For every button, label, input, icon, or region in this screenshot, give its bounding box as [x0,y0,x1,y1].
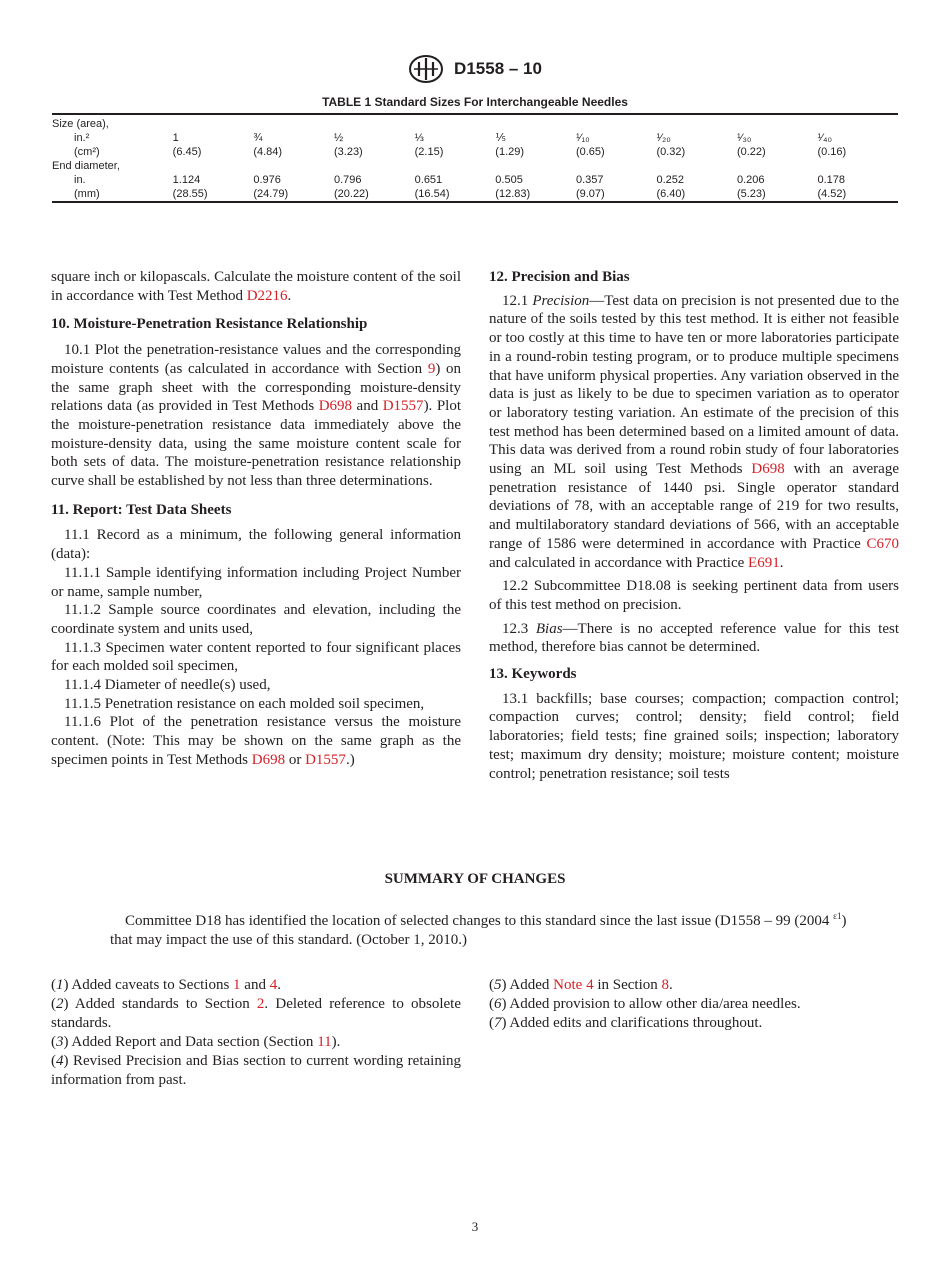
table-cell: (0.65) [575,146,605,158]
table-cell: (24.79) [253,188,289,200]
table-cell: ⅓ [414,132,424,144]
table-cell: (0.32) [656,146,686,158]
table-cell: (4.84) [253,146,283,158]
table-cell: (6.40) [656,188,686,200]
change-item: (2) Added standards to Section 2. Deleted reference to obsolete standards. [51,996,461,1031]
ref-link[interactable]: 11 [317,1034,332,1050]
summary-title: SUMMARY OF CHANGES [384,871,566,887]
table-cell: ¾ [253,132,263,144]
left-column [51,268,461,770]
ref-link[interactable]: C670 [866,535,899,552]
para-11-1-6: 11.1.6 Plot of the penetration resistance versus the moisture content. (Note: This may be shown on the same graph as the specimen points in Test Methods D698 or D1557.) [51,714,461,768]
ref-link[interactable]: Note 4 [553,977,594,993]
para-11-1-3: 11.1.3 Specimen water content reported to four significant places for each molded soil specimen, [51,639,461,675]
table-row [52,187,898,201]
ref-link[interactable]: D698 [751,461,785,478]
changes-list-right [489,976,899,1033]
table-cell [334,117,415,131]
ref-link[interactable]: E691 [748,554,780,571]
table-cell: (5.23) [736,188,766,200]
change-item: (1) Added caveats to Sections 1 and 4. [51,977,281,993]
changes-list-left [51,976,461,1090]
table-cell: 0.357 [575,174,604,186]
para-11-1-2: 11.1.2 Sample source coordinates and elevation, including the coordinate system and units used, [51,602,461,637]
para-11-1: 11.1 Record as a minimum, the following general information (data): [51,527,461,563]
table-cell: (28.55) [172,188,208,200]
table-cell [576,159,657,173]
ref-link[interactable]: 2 [256,996,265,1012]
change-item: (4) Revised Precision and Bias section to current wording retaining information from past. [51,1053,461,1088]
para-13-1: 13.1 backfills; base courses; compaction; compaction control; compaction curves; control; density; field control; field laboratories; field tests; fine grained soils; inspection; laboratory test; maximum dry density; moisture; moisture content; moisture control; penetration resistance; soil tests [489,690,899,782]
ref-link[interactable]: 4 [269,977,278,993]
para-12-1: 12.1 Precision—Test data on precision is not presented due to the nature of the soils tested by this test method. It is either not feasible or too costly at this time to have ten or more laboratories participate in a round-robin testing program, or to produce multiple specimens that have uniform physical properties. Any variation observed in the data is just as likely to be due to specimen variation as to operator or laboratory testing variation. An estimate of the precision of this test method has been determined based on a limited amount of data. This data was derived from a round robin study of four laboratories using an ML soil using Test Methods D698 with an average penetration resistance of 1440 psi. Single operator standard deviations of 78, with an acceptable range of 219 for two results, and multilaboratory standard deviations of 566, with an acceptable range of 1586 were determined in accordance with Practice C670 and calculated in accordance with Practice E691. [489,292,899,571]
ref-link[interactable]: D2216 [246,287,288,304]
ref-link[interactable]: D698 [251,751,286,768]
table-cell: 0.651 [414,174,443,186]
table-cell: 0.796 [333,174,362,186]
table-cell: ¹⁄₃₀ [736,132,752,144]
table-cell: 0.206 [736,174,765,186]
table-cell: 1 [172,132,179,144]
table-cell [737,159,818,173]
page-number: 3 [471,1219,479,1234]
table-cell: ¹⁄₄₀ [817,132,833,144]
para-11-1-5: 11.1.5 Penetration resistance on each molded soil specimen, [64,695,425,712]
change-item: (7) Added edits and clarifications throughout. [489,1015,763,1031]
para-10-1: 10.1 Plot the penetration-resistance values and the corresponding moisture contents (as calculated in accordance with Section 9) on the same graph sheet with the corresponding moisture-density relations data (as provided in Test Methods D698 and D1557). Plot the moisture-penetration resistance data immediately above the moisture-density data, using the same moisture content scale for both sets of data. The moisture-penetration resistance relationship curve shall be established by not less than three determinations. [51,342,462,490]
table-cell [817,159,898,173]
table-cell [334,159,415,173]
row-label: (cm²) [74,146,100,158]
needle-sizes-table [52,117,898,201]
table-cell: ¹⁄₂₀ [656,132,671,144]
section-10-heading: 10. Moisture-Penetration Resistance Relationship [51,316,368,333]
table-cell: 0.252 [656,174,684,186]
table-cell [173,159,254,173]
table-cell: (9.07) [575,188,605,200]
table-cell: 0.505 [495,174,523,186]
page-header [0,54,950,84]
row-label: Size (area), [52,118,109,130]
table-cell [495,159,576,173]
ref-link[interactable]: 1 [233,977,241,993]
astm-logo [408,54,444,84]
right-column [489,268,899,783]
table-cell: (16.54) [414,188,450,200]
summary-intro: Committee D18 has identified the location of selected changes to this standard since the last issue (D1558 – 99 (2004 $^{\varepsilon 1}$) that may impact the use of this standard. (October 1, 2010.) [110,911,847,948]
section-13-heading: 13. Keywords [489,666,577,683]
table-cell [656,117,737,131]
table-cell [656,159,737,173]
change-item: (5) Added Note 4 in Section 8. [489,977,673,993]
row-label: (mm) [74,188,100,200]
table-cell [415,117,496,131]
para-12-3: 12.3 Bias—There is no accepted reference value for this test method, therefore bias cannot be determined. [489,620,900,656]
standard-designation: D1558 – 10 [454,59,542,78]
row-label: in. [74,174,86,186]
table-cell [576,117,657,131]
table-cell: ⅕ [495,132,506,144]
table-bottom-rule [52,201,898,203]
change-item: (3) Added Report and Data section (Section 11). [51,1034,341,1050]
ref-link[interactable]: D698 [318,398,353,415]
table-cell: (0.22) [736,146,766,158]
section-12-heading: 12. Precision and Bias [489,269,630,285]
table-caption: TABLE 1 Standard Sizes For Interchangeable Needles [322,95,628,109]
table-cell: (3.23) [333,146,363,158]
section-11-heading: 11. Report: Test Data Sheets [51,501,232,518]
table-cell [737,117,818,131]
table-row [52,173,898,187]
table-cell [253,117,334,131]
table-cell: (1.29) [495,146,525,158]
para-12-2: 12.2 Subcommittee D18.08 is seeking pertinent data from users of this test method on precision. [489,578,899,613]
change-item: (6) Added provision to allow other dia/area needles. [489,996,801,1012]
table-cell: (12.83) [495,188,531,200]
table-cell: 1.124 [172,174,201,186]
table-cell: ½ [333,132,344,144]
ref-link[interactable]: 8 [661,977,670,993]
table-cell: 0.976 [253,174,281,186]
table-cell: (2.15) [414,146,444,158]
table-cell [173,117,254,131]
ref-link[interactable]: 9 [427,360,436,377]
table-cell: (20.22) [333,188,369,200]
table-cell [415,159,496,173]
row-label: End diameter, [52,160,120,172]
para-11-1-4: 11.1.4 Diameter of needle(s) used, [64,677,271,694]
table-cell [495,117,576,131]
table-cell: (6.45) [172,146,202,158]
continuation-paragraph: square inch or kilopascals. Calculate the moisture content of the soil in accordance with Test Method D2216. [51,269,461,304]
table-cell [817,117,898,131]
ref-link[interactable]: D1557 [305,751,346,768]
table-cell: ¹⁄₁₀ [575,132,590,144]
table-cell: (0.16) [817,146,847,158]
para-11-1-1: 11.1.1 Sample identifying information including Project Number or name, sample number, [51,564,461,600]
table-cell [253,159,334,173]
row-label: in.² [74,132,90,144]
table-row [52,145,898,159]
table-row [52,117,898,131]
table-top-rule [52,113,898,115]
table-cell: (4.52) [817,188,847,200]
table-row [52,131,898,145]
table-cell: 0.178 [817,174,845,186]
ref-link[interactable]: D1557 [382,398,424,415]
table-row [52,159,898,173]
